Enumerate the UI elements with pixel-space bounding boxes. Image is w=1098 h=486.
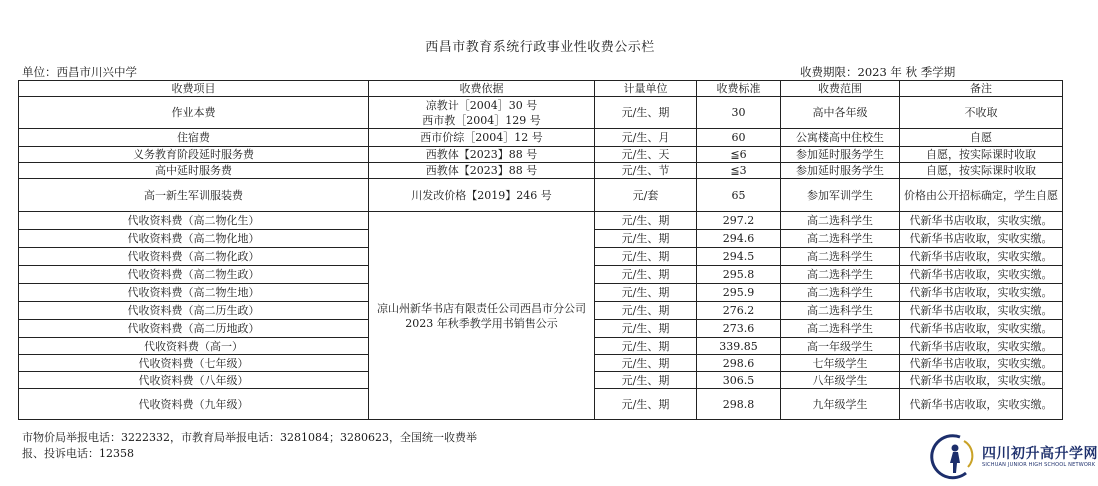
basis-cell: 川发改价格【2019】246 号 xyxy=(369,179,595,212)
header-standard: 收费标准 xyxy=(697,81,781,97)
scope-cell: 七年级学生 xyxy=(781,355,900,372)
scope-cell: 高一年级学生 xyxy=(781,338,900,355)
scope-cell: 高中各年级 xyxy=(781,97,900,129)
unit-cell: 元/生、期 xyxy=(595,284,697,302)
scope-cell: 参加军训学生 xyxy=(781,179,900,212)
standard-cell: 339.85 xyxy=(697,338,781,355)
standard-cell: 294.5 xyxy=(697,248,781,266)
standard-cell: 298.8 xyxy=(697,389,781,420)
table-row xyxy=(19,147,1063,163)
item-cell: 代收资料费（七年级） xyxy=(19,355,369,372)
item-cell: 代收资料费（高二物生地） xyxy=(19,284,369,302)
note-cell: 代新华书店收取，实收实缴。 xyxy=(900,320,1063,338)
item-cell: 义务教育阶段延时服务费 xyxy=(19,147,369,163)
unit-cell: 元/生、节 xyxy=(595,163,697,179)
item-cell: 代收资料费（高二物化生） xyxy=(19,212,369,230)
report-hotline-footer: 市物价局举报电话：3222332，市教育局举报电话：3281084；3280623，全国统一收费举报、投诉电话：12358 xyxy=(22,431,477,460)
item-cell: 代收资料费（九年级） xyxy=(19,389,369,420)
unit-cell: 元/生、期 xyxy=(595,338,697,355)
header-scope: 收费范围 xyxy=(781,81,900,97)
scope-cell: 高二选科学生 xyxy=(781,284,900,302)
item-cell: 作业本费 xyxy=(19,97,369,129)
note-cell: 代新华书店收取，实收实缴。 xyxy=(900,248,1063,266)
page-title: 西昌市教育系统行政事业性收费公示栏 xyxy=(425,40,655,55)
scope-cell: 高二选科学生 xyxy=(781,320,900,338)
item-cell: 住宿费 xyxy=(19,129,369,147)
basis-cell: 凉教计［2004］30 号 西市教［2004］129 号 xyxy=(369,97,595,129)
logo-title: 四川初升高升学网 xyxy=(982,446,1098,462)
item-cell: 代收资料费（高二历地政） xyxy=(19,320,369,338)
school-unit: 单位：西昌市川兴中学 xyxy=(22,65,137,79)
item-cell: 代收资料费（高二物化政） xyxy=(19,248,369,266)
item-cell: 高一新生军训服装费 xyxy=(19,179,369,212)
header-item: 收费项目 xyxy=(19,81,369,97)
unit-cell: 元/生、期 xyxy=(595,320,697,338)
note-cell: 价格由公开招标确定，学生自愿 xyxy=(900,179,1063,212)
materials-basis-cell: 凉山州新华书店有限责任公司西昌市分公司 2023 年秋季教学用书销售公示 xyxy=(369,212,595,420)
standard-cell: 297.2 xyxy=(697,212,781,230)
unit-cell: 元/生、期 xyxy=(595,389,697,420)
item-cell: 高中延时服务费 xyxy=(19,163,369,179)
basis-cell: 西教体【2023】88 号 xyxy=(369,163,595,179)
basis-cell: 西教体【2023】88 号 xyxy=(369,147,595,163)
scope-cell: 八年级学生 xyxy=(781,372,900,389)
note-cell: 不收取 xyxy=(900,97,1063,129)
standard-cell: 295.9 xyxy=(697,284,781,302)
header-note: 备注 xyxy=(900,81,1063,97)
note-cell: 代新华书店收取，实收实缴。 xyxy=(900,302,1063,320)
fee-period: 收费期限：2023 年 秋 季学期 xyxy=(800,65,956,79)
scope-cell: 公寓楼高中住校生 xyxy=(781,129,900,147)
unit-cell: 元/生、期 xyxy=(595,266,697,284)
unit-cell: 元/生、月 xyxy=(595,129,697,147)
scope-cell: 参加延时服务学生 xyxy=(781,147,900,163)
note-cell: 代新华书店收取，实收实缴。 xyxy=(900,284,1063,302)
scope-cell: 高二选科学生 xyxy=(781,230,900,248)
header-basis: 收费依据 xyxy=(369,81,595,97)
student-silhouette-icon xyxy=(930,433,982,481)
note-cell: 代新华书店收取，实收实缴。 xyxy=(900,230,1063,248)
scope-cell: 高二选科学生 xyxy=(781,212,900,230)
standard-cell: 65 xyxy=(697,179,781,212)
scope-cell: 高二选科学生 xyxy=(781,302,900,320)
table-row xyxy=(19,129,1063,147)
unit-cell: 元/生、期 xyxy=(595,212,697,230)
standard-cell: 295.8 xyxy=(697,266,781,284)
standard-cell: 273.6 xyxy=(697,320,781,338)
unit-cell: 元/生、期 xyxy=(595,355,697,372)
unit-cell: 元/生、期 xyxy=(595,248,697,266)
note-cell: 代新华书店收取，实收实缴。 xyxy=(900,355,1063,372)
note-cell: 代新华书店收取，实收实缴。 xyxy=(900,372,1063,389)
note-cell: 代新华书店收取，实收实缴。 xyxy=(900,212,1063,230)
unit-cell: 元/生、期 xyxy=(595,230,697,248)
site-logo[interactable] xyxy=(930,433,1098,481)
note-cell: 代新华书店收取，实收实缴。 xyxy=(900,266,1063,284)
standard-cell: 60 xyxy=(697,129,781,147)
standard-cell: ≦3 xyxy=(697,163,781,179)
table-row xyxy=(19,179,1063,212)
note-cell: 自愿，按实际课时收取 xyxy=(900,147,1063,163)
note-cell: 自愿，按实际课时收取 xyxy=(900,163,1063,179)
standard-cell: 30 xyxy=(697,97,781,129)
scope-cell: 九年级学生 xyxy=(781,389,900,420)
scope-cell: 高二选科学生 xyxy=(781,266,900,284)
item-cell: 代收资料费（高一） xyxy=(19,338,369,355)
unit-cell: 元/生、期 xyxy=(595,302,697,320)
scope-cell: 高二选科学生 xyxy=(781,248,900,266)
unit-cell: 元/生、期 xyxy=(595,97,697,129)
item-cell: 代收资料费（八年级） xyxy=(19,372,369,389)
standard-cell: ≦6 xyxy=(697,147,781,163)
fee-table xyxy=(18,80,1063,420)
note-cell: 代新华书店收取，实收实缴。 xyxy=(900,338,1063,355)
unit-cell: 元/生、期 xyxy=(595,372,697,389)
standard-cell: 306.5 xyxy=(697,372,781,389)
item-cell: 代收资料费（高二物生政） xyxy=(19,266,369,284)
standard-cell: 294.6 xyxy=(697,230,781,248)
standard-cell: 276.2 xyxy=(697,302,781,320)
logo-subtitle: SICHUAN JUNIOR HIGH SCHOOL NETWORK xyxy=(982,462,1096,468)
basis-cell: 西市价综［2004］12 号 xyxy=(369,129,595,147)
item-cell: 代收资料费（高二物化地） xyxy=(19,230,369,248)
note-cell: 自愿 xyxy=(900,129,1063,147)
table-row xyxy=(19,97,1063,129)
scope-cell: 参加延时服务学生 xyxy=(781,163,900,179)
note-cell: 代新华书店收取，实收实缴。 xyxy=(900,389,1063,420)
table-header-row xyxy=(19,81,1063,97)
item-cell: 代收资料费（高二历生政） xyxy=(19,302,369,320)
table-row xyxy=(19,163,1063,179)
standard-cell: 298.6 xyxy=(697,355,781,372)
header-unit: 计量单位 xyxy=(595,81,697,97)
unit-cell: 元/生、天 xyxy=(595,147,697,163)
table-row xyxy=(19,212,1063,230)
unit-cell: 元/套 xyxy=(595,179,697,212)
